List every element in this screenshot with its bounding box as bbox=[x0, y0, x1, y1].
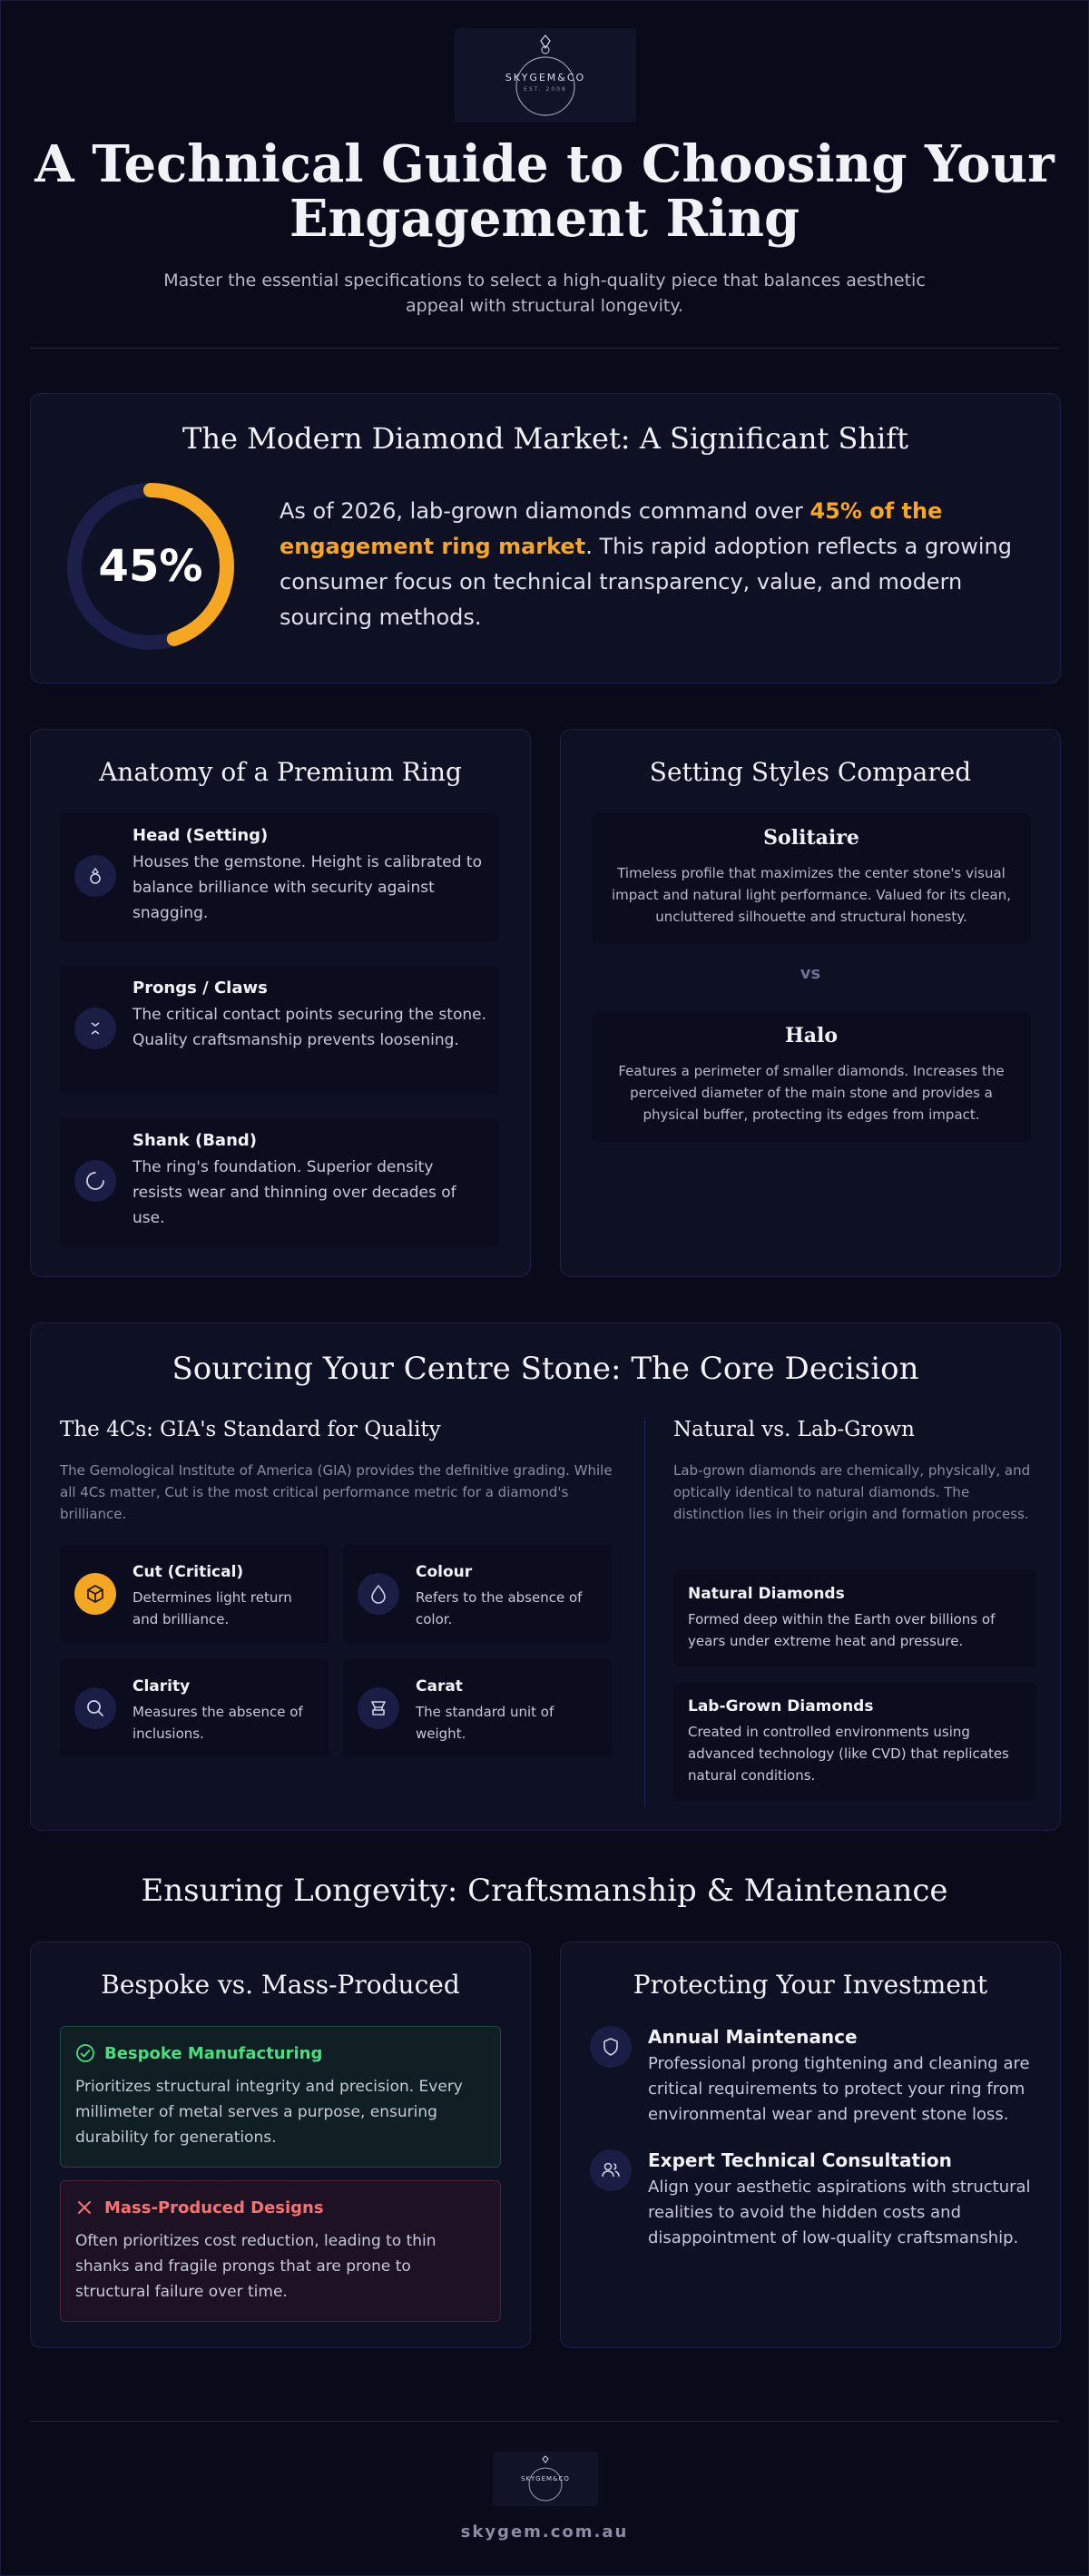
settings-title: Setting Styles Compared bbox=[649, 757, 972, 787]
circle-loader-icon bbox=[74, 1160, 116, 1202]
c-carat-card bbox=[343, 1659, 612, 1757]
solitaire-text: Timeless profile that maximizes the center stone's visual impact and natural light performance. Valued for its clean, uncluttered silhouette and structural honesty. bbox=[612, 865, 1011, 925]
anatomy-title: Anatomy of a Premium Ring bbox=[99, 757, 462, 787]
header-logo bbox=[455, 28, 636, 123]
anatomy-item-prongs bbox=[60, 966, 499, 1095]
natural-text: Formed deep within the Earth over billions of years under extreme heat and pressure. bbox=[688, 1611, 996, 1649]
halo-title: Halo bbox=[784, 1024, 839, 1047]
fourcs-title: The 4Cs: GIA's Standard for Quality bbox=[60, 1418, 441, 1441]
protect-card bbox=[560, 1942, 1061, 2348]
page-subtitle bbox=[1, 268, 1088, 319]
footer-divider bbox=[30, 2421, 1059, 2422]
scale-icon bbox=[358, 1687, 399, 1729]
solitaire-panel bbox=[592, 813, 1031, 944]
c-title: Colour bbox=[416, 1563, 473, 1581]
market-title: The Modern Diamond Market: A Significant Shift bbox=[182, 421, 908, 456]
sourcing-title: Sourcing Your Centre Stone: The Core Decision bbox=[172, 1351, 919, 1387]
lab-text: Created in controlled environments using advanced technology (like CVD) that replicates natural conditions. bbox=[688, 1724, 1009, 1784]
footer-logo-text: SKYGEM&CO bbox=[521, 2475, 570, 2483]
mass-label: Mass-Produced Designs bbox=[104, 2198, 324, 2217]
shield-icon bbox=[590, 2026, 632, 2068]
c-cut-card bbox=[60, 1545, 329, 1643]
consult-text: Align your aesthetic aspirations with structural realities to avoid the hidden costs and disappointment of low-quality craftsmanship. bbox=[648, 2178, 1031, 2247]
fourcs-text: The Gemological Institute of America (GIA) provides the definitive grading. While all 4Cs matter, Cut is the most critical performance metric for a diamond's brilliance. bbox=[60, 1462, 613, 1522]
anatomy-item-text: The critical contact points securing the stone. Quality craftsmanship prevents loosening. bbox=[132, 1006, 486, 1049]
maint-text: Professional prong tightening and cleaning are critical requirements to protect your ring from environmental wear and prevent stone loss. bbox=[648, 2054, 1030, 2124]
market-card bbox=[30, 393, 1061, 683]
halo-text: Features a perimeter of smaller diamonds. Increases the perceived diameter of the main stone and provides a physical buffer, protecting its edges from impact. bbox=[618, 1063, 1005, 1123]
mass-text: Often prioritizes cost reduction, leading to thin shanks and fragile prongs that are prone to structural failure over time. bbox=[75, 2232, 437, 2301]
page-subtitle-line1: Master the essential specifications to select a high-quality piece that balances aesthetic bbox=[163, 270, 926, 290]
search-icon bbox=[74, 1687, 116, 1729]
sourcing-divider bbox=[644, 1418, 645, 1806]
footer-logo bbox=[493, 2452, 598, 2506]
bespoke-panel bbox=[60, 2026, 501, 2168]
page-title bbox=[1, 134, 1088, 249]
natural-panel bbox=[673, 1570, 1036, 1667]
anatomy-item-title: Prongs / Claws bbox=[132, 978, 268, 998]
close-icon bbox=[75, 2198, 93, 2217]
halo-panel bbox=[592, 1011, 1031, 1142]
market-stat-label: 45% bbox=[98, 541, 203, 592]
vs-label: vs bbox=[800, 964, 821, 983]
droplet-icon bbox=[358, 1573, 399, 1615]
page-subtitle-line2: appeal with structural longevity. bbox=[406, 296, 683, 316]
bespoke-card bbox=[30, 1942, 531, 2348]
ring-head-icon bbox=[74, 855, 116, 897]
page-title-line2: Engagement Ring bbox=[289, 189, 800, 249]
c-clarity-card bbox=[60, 1659, 329, 1757]
logo-text: SKYGEM&CO bbox=[505, 72, 586, 84]
footer-url[interactable]: skygem.com.au bbox=[460, 2522, 629, 2542]
market-text bbox=[280, 494, 1042, 635]
logo-subtext: EST. 2008 bbox=[524, 86, 567, 93]
anatomy-item-head bbox=[60, 813, 499, 942]
page-title-line1: A Technical Guide to Choosing Your bbox=[34, 134, 1055, 194]
anatomy-item-text: The ring's foundation. Superior density resists wear and thinning over decades of use. bbox=[132, 1158, 456, 1227]
bespoke-text: Prioritizes structural integrity and precision. Every millimeter of metal serves a purpose, ensuring durability for generations. bbox=[75, 2078, 463, 2147]
bespoke-label: Bespoke Manufacturing bbox=[104, 2044, 323, 2063]
sourcing-card bbox=[30, 1322, 1061, 1831]
check-circle-icon bbox=[75, 2043, 95, 2063]
maint-title: Annual Maintenance bbox=[648, 2026, 858, 2048]
natural-title: Natural Diamonds bbox=[688, 1585, 845, 1603]
c-text: Determines light return and brilliance. bbox=[132, 1589, 292, 1627]
longevity-title: Ensuring Longevity: Craftsmanship & Maintenance bbox=[141, 1873, 948, 1909]
header-divider bbox=[30, 348, 1059, 349]
c-colour-card bbox=[343, 1545, 612, 1643]
chevrons-icon bbox=[74, 1008, 116, 1049]
c-title: Cut (Critical) bbox=[132, 1563, 244, 1581]
c-text: The standard unit of weight. bbox=[416, 1704, 554, 1742]
market-text-before: As of 2026, lab-grown diamonds command over bbox=[280, 498, 810, 524]
protect-title: Protecting Your Investment bbox=[633, 1970, 988, 2000]
lab-title: Lab-Grown Diamonds bbox=[688, 1697, 874, 1716]
anatomy-item-text: Houses the gemstone. Height is calibrated to balance brilliance with security against snagging. bbox=[132, 853, 482, 922]
users-icon bbox=[590, 2149, 632, 2191]
cube-icon bbox=[74, 1573, 116, 1615]
anatomy-item-shank bbox=[60, 1118, 499, 1247]
bespoke-title: Bespoke vs. Mass-Produced bbox=[101, 1970, 460, 2000]
c-text: Refers to the absence of color. bbox=[416, 1589, 583, 1627]
consult-title: Expert Technical Consultation bbox=[648, 2149, 952, 2171]
c-title: Clarity bbox=[132, 1677, 191, 1696]
anatomy-card bbox=[30, 729, 531, 1277]
lab-panel bbox=[673, 1683, 1036, 1801]
market-text-highlight: 45% of the engagement ring market bbox=[280, 498, 943, 559]
nl-title: Natural vs. Lab-Grown bbox=[673, 1418, 915, 1441]
c-text: Measures the absence of inclusions. bbox=[132, 1704, 303, 1742]
nl-text: Lab-grown diamonds are chemically, physically, and optically identical to natural diamonds. The distinction lies in their origin and formation process. bbox=[673, 1462, 1031, 1522]
anatomy-item-title: Head (Setting) bbox=[132, 826, 269, 845]
settings-card bbox=[560, 729, 1061, 1277]
mass-panel bbox=[60, 2180, 501, 2322]
anatomy-item-title: Shank (Band) bbox=[132, 1131, 257, 1150]
market-text-after: . This rapid adoption reflects a growing consumer focus on technical transparency, value, and modern sourcing methods. bbox=[280, 534, 1012, 630]
c-title: Carat bbox=[416, 1677, 463, 1696]
solitaire-title: Solitaire bbox=[763, 826, 859, 850]
